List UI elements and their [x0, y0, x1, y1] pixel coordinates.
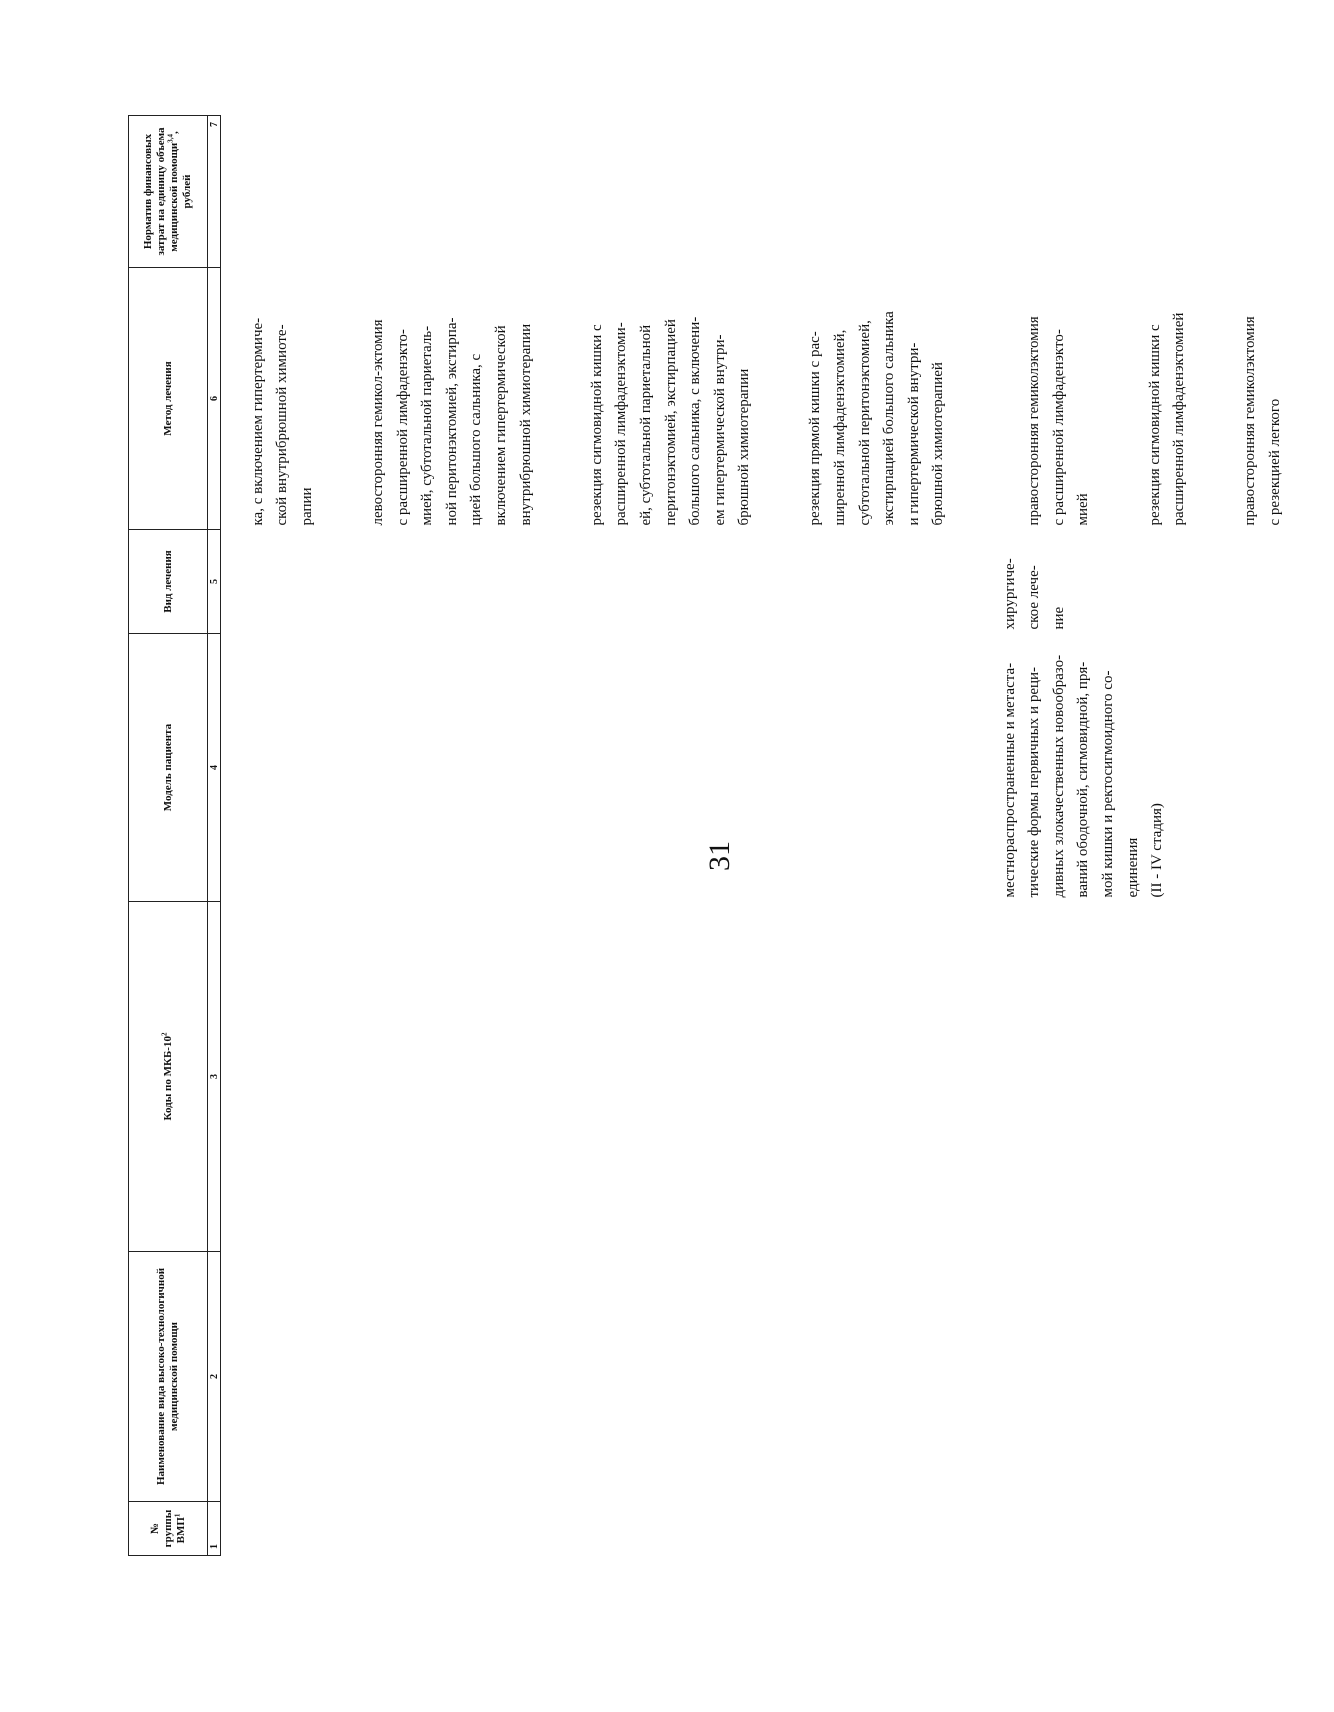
table-header-row	[129, 116, 208, 1556]
cell-empty	[221, 1252, 998, 1502]
cell-treatment-type	[221, 530, 998, 634]
column-number: 7	[208, 116, 221, 268]
treatment-method: правосторонняя гемиколэктомия с расширенной лимфаденэкто- мией	[1026, 316, 1092, 526]
table-row	[998, 116, 1334, 1556]
treatment-method: резекция сигмовидной кишки с расширенной лимфаденэктомией	[1146, 312, 1188, 526]
cell-treatment-methods	[998, 268, 1334, 530]
cell-patient-model: местнораспространенные и метаста- тические формы первичных и реци- дивных злокачественных новообразо- ваний ободочной, сигмовидной, пря- мой кишки и ректосигмоидного со- единения (II - IV стадия)	[1001, 654, 1166, 898]
cell-empty	[221, 116, 998, 268]
header-treatment-type: Вид лечения	[129, 530, 208, 634]
column-number: 6	[208, 268, 221, 530]
treatment-method: правосторонняя гемиколэктомия с резекцией легкого	[1242, 316, 1283, 526]
column-number-row	[208, 116, 221, 1556]
cell-empty	[221, 1502, 998, 1556]
vmp-table	[128, 115, 1334, 1556]
header-icd-codes: Коды по МКБ-$10^2$	[129, 902, 208, 1252]
column-number: 5	[208, 530, 221, 634]
column-number: 3	[208, 902, 221, 1252]
header-patient-model: Модель пациента	[129, 634, 208, 902]
cell-treatment-methods	[221, 268, 998, 530]
column-number: 4	[208, 634, 221, 902]
treatment-method: резекция прямой кишки с рас- ширенной лимфаденэктомией, субтотальной перитонэктомией, экстирпацией большого сальника и гипертермической внутри- брюшной химиотерапией	[807, 311, 947, 526]
header-vmp-name: Наименование вида высоко-технологичной медицинской помощи	[129, 1252, 208, 1502]
header-treatment-method: Метод лечения	[129, 268, 208, 530]
treatment-method: левосторонняя гемикол-эктомия с расширенной лимфаденэкто- мией, субтотальной париеталь- ной перитонэктомией, экстирпа- цией большого сальника, с включением гипертермической внутрибрюшной химиотерапии	[369, 317, 534, 526]
treatment-method: резекция сигмовидной кишки с расширенной лимфаденэктоми- ей, субтотальной париетальной перитонэктомией, экстирпацией большого сальника, с включени- ем гипертермической внутри- брюшной химиотерапии	[588, 316, 753, 526]
cell-empty	[998, 1502, 1334, 1556]
cell-empty	[998, 1252, 1334, 1502]
cell-empty	[998, 902, 1334, 1252]
cell-empty	[221, 902, 998, 1252]
header-group-number: № группы ВМП$^1$	[129, 1502, 208, 1556]
header-financial-norm: Норматив финансовых затрат на единицу объема медицинской помощи$^{3,4}$, рублей	[129, 116, 208, 268]
rotated-sheet	[128, 96, 1283, 1556]
table-row	[221, 116, 998, 1556]
column-number: 1	[208, 1502, 221, 1556]
treatment-method: ка, с включением гипертермиче- ской внутрибрюшной химиоте- рапии	[249, 317, 315, 526]
page-number: 31	[703, 841, 736, 871]
cell-treatment-type: хирургиче- ское лече- ние	[1001, 558, 1067, 630]
cell-patient-model	[221, 634, 998, 902]
column-number: 2	[208, 1252, 221, 1502]
cell-empty	[998, 116, 1334, 268]
